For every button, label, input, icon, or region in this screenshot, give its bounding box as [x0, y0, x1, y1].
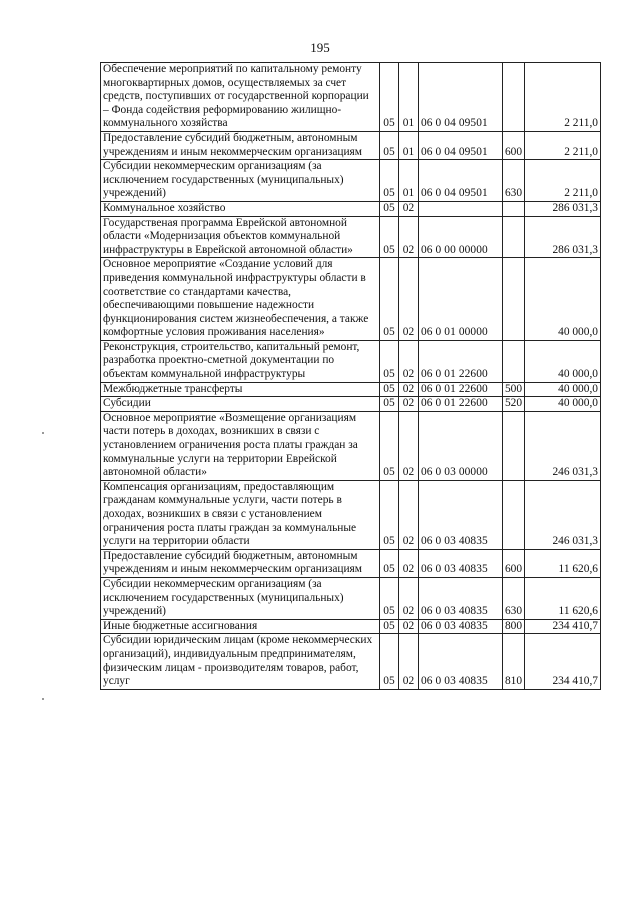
- row-expense-type: 520: [503, 397, 525, 412]
- row-subsection-code: 02: [399, 216, 419, 258]
- row-target-article: 06 0 04 09501: [419, 131, 503, 159]
- row-expense-type: [503, 201, 525, 216]
- row-name: Субсидии некоммерческим организациям (за исключением государственных (муниципальных) учреждений): [101, 577, 380, 619]
- row-target-article: 06 0 01 00000: [419, 258, 503, 341]
- table-row: [101, 131, 601, 159]
- table-row: [101, 160, 601, 202]
- row-expense-type: 630: [503, 577, 525, 619]
- row-amount: 40 000,0: [525, 340, 601, 382]
- row-amount: 2 211,0: [525, 63, 601, 132]
- row-expense-type: 810: [503, 634, 525, 689]
- scan-speck: [42, 698, 44, 700]
- row-subsection-code: 02: [399, 480, 419, 549]
- row-target-article: 06 0 00 00000: [419, 216, 503, 258]
- row-name: Коммунальное хозяйство: [101, 201, 380, 216]
- row-section-code: 05: [380, 411, 399, 480]
- row-expense-type: 600: [503, 549, 525, 577]
- row-subsection-code: 02: [399, 340, 419, 382]
- row-target-article: 06 0 03 40835: [419, 577, 503, 619]
- row-name: Государственая программа Еврейской автономной области «Модернизация объектов коммунальной инфраструктуры в Еврейской автономной области»: [101, 216, 380, 258]
- row-amount: 2 211,0: [525, 160, 601, 202]
- row-expense-type: 800: [503, 619, 525, 634]
- row-name: Субсидии: [101, 397, 380, 412]
- row-expense-type: [503, 480, 525, 549]
- row-section-code: 05: [380, 577, 399, 619]
- row-amount: 11 620,6: [525, 549, 601, 577]
- row-section-code: 05: [380, 340, 399, 382]
- row-amount: 40 000,0: [525, 382, 601, 397]
- scan-speck: [42, 432, 44, 434]
- row-name: Обеспечение мероприятий по капитальному ремонту многоквартирных домов, осуществляемых за счет средств, поступивших от государственной корпорации – Фонда содействия реформированию жилищно-коммунального хозяйства: [101, 63, 380, 132]
- row-subsection-code: 02: [399, 619, 419, 634]
- row-subsection-code: 01: [399, 63, 419, 132]
- row-amount: 234 410,7: [525, 634, 601, 689]
- row-amount: 286 031,3: [525, 201, 601, 216]
- row-section-code: 05: [380, 160, 399, 202]
- row-name: Субсидии юридическим лицам (кроме некоммерческих организаций), индивидуальным предпринимателям, физическим лицам - производителям товаров, работ, услуг: [101, 634, 380, 689]
- row-subsection-code: 01: [399, 131, 419, 159]
- row-subsection-code: 01: [399, 160, 419, 202]
- row-name: Иные бюджетные ассигнования: [101, 619, 380, 634]
- row-expense-type: [503, 63, 525, 132]
- row-target-article: 06 0 01 22600: [419, 382, 503, 397]
- row-section-code: 05: [380, 619, 399, 634]
- row-name: Предоставление субсидий бюджетным, автономным учреждениям и иным некоммерческим организациям: [101, 549, 380, 577]
- row-subsection-code: 02: [399, 201, 419, 216]
- row-expense-type: 500: [503, 382, 525, 397]
- row-section-code: 05: [380, 201, 399, 216]
- budget-table: [100, 62, 601, 690]
- table-row: [101, 619, 601, 634]
- row-subsection-code: 02: [399, 549, 419, 577]
- row-target-article: 06 0 04 09501: [419, 63, 503, 132]
- row-target-article: 06 0 03 40835: [419, 619, 503, 634]
- row-subsection-code: 02: [399, 382, 419, 397]
- row-target-article: 06 0 01 22600: [419, 340, 503, 382]
- row-section-code: 05: [380, 63, 399, 132]
- table-row: [101, 382, 601, 397]
- row-target-article: 06 0 03 40835: [419, 480, 503, 549]
- row-subsection-code: 02: [399, 397, 419, 412]
- row-target-article: 06 0 03 40835: [419, 634, 503, 689]
- table-row: [101, 480, 601, 549]
- row-expense-type: 630: [503, 160, 525, 202]
- row-section-code: 05: [380, 634, 399, 689]
- row-subsection-code: 02: [399, 258, 419, 341]
- row-name: Основное мероприятие «Создание условий для приведения коммунальной инфраструктуры области в соответствие со стандартами качества, обеспечивающими повышение надежности функционирования систем жизнеобеспечения, а также комфортные условия проживания населения»: [101, 258, 380, 341]
- table-row: [101, 397, 601, 412]
- row-expense-type: [503, 216, 525, 258]
- table-row: [101, 634, 601, 689]
- row-amount: 11 620,6: [525, 577, 601, 619]
- table-row: [101, 201, 601, 216]
- row-expense-type: 600: [503, 131, 525, 159]
- row-amount: 246 031,3: [525, 411, 601, 480]
- row-amount: 286 031,3: [525, 216, 601, 258]
- table-row: [101, 63, 601, 132]
- row-section-code: 05: [380, 549, 399, 577]
- page-number: 195: [310, 40, 330, 55]
- row-target-article: 06 0 03 00000: [419, 411, 503, 480]
- table-row: [101, 411, 601, 480]
- row-expense-type: [503, 411, 525, 480]
- row-amount: 40 000,0: [525, 258, 601, 341]
- row-target-article: [419, 201, 503, 216]
- row-name: Реконструкция, строительство, капитальный ремонт, разработка проектно-сметной документации по объектам коммунальной инфраструктуры: [101, 340, 380, 382]
- table-row: [101, 340, 601, 382]
- row-target-article: 06 0 04 09501: [419, 160, 503, 202]
- row-section-code: 05: [380, 382, 399, 397]
- table-row: [101, 216, 601, 258]
- row-target-article: 06 0 03 40835: [419, 549, 503, 577]
- row-section-code: 05: [380, 480, 399, 549]
- row-name: Предоставление субсидий бюджетным, автономным учреждениям и иным некоммерческим организациям: [101, 131, 380, 159]
- row-amount: 2 211,0: [525, 131, 601, 159]
- row-name: Субсидии некоммерческим организациям (за исключением государственных (муниципальных) учреждений): [101, 160, 380, 202]
- table-row: [101, 258, 601, 341]
- row-name: Основное мероприятие «Возмещение организациям части потерь в доходах, возникших в связи с установлением ограничения роста платы граждан за коммунальные услуги на территории Еврейской автономной области»: [101, 411, 380, 480]
- row-amount: 234 410,7: [525, 619, 601, 634]
- row-expense-type: [503, 258, 525, 341]
- row-name: Компенсация организациям, предоставляющим гражданам коммунальные услуги, части потерь в доходах, возникших в связи с установлением ограничения роста платы граждан за коммунальные услуги на территории области: [101, 480, 380, 549]
- row-name: Межбюджетные трансферты: [101, 382, 380, 397]
- row-subsection-code: 02: [399, 577, 419, 619]
- row-target-article: 06 0 01 22600: [419, 397, 503, 412]
- budget-table-body: [101, 63, 601, 690]
- row-subsection-code: 02: [399, 411, 419, 480]
- table-row: [101, 577, 601, 619]
- row-section-code: 05: [380, 216, 399, 258]
- row-section-code: 05: [380, 397, 399, 412]
- table-row: [101, 549, 601, 577]
- row-amount: 40 000,0: [525, 397, 601, 412]
- row-expense-type: [503, 340, 525, 382]
- row-section-code: 05: [380, 131, 399, 159]
- row-section-code: 05: [380, 258, 399, 341]
- row-subsection-code: 02: [399, 634, 419, 689]
- row-amount: 246 031,3: [525, 480, 601, 549]
